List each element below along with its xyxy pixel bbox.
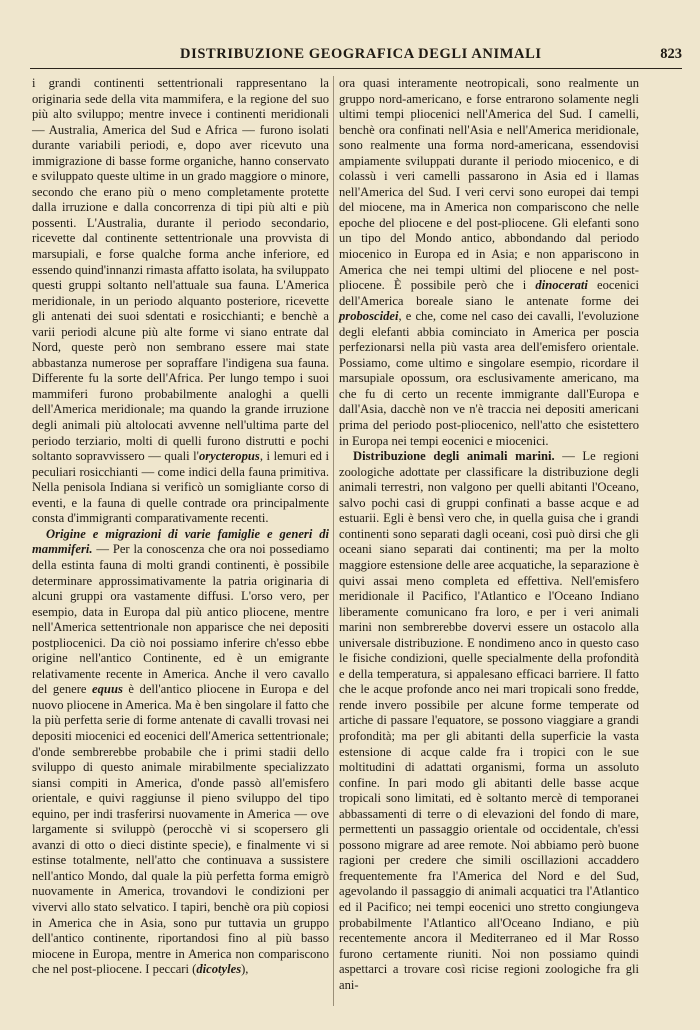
paragraph-mammal-migrations: Origine e migrazioni di varie famiglie e generi di mammiferi. — Per la conoscenza che ora noi possediamo della estinta fauna di molti grandi continenti, è possibile determinare approssimativamente la patria originaria di alcuni gruppi ora vastamente diffusi. L'orso vero, per esempio, data in Europa dal più antico pliocene, mentre nell'America settentrionale non apparisce che nei depositi postpliocenici. Da ciò noi possiamo inferire ch'esso ebbe origine nell'antico Continente, ed è un emigrante relativamente recente in America. Anche il vero cavallo del genere equus è dell'antico pliocene in Europa e del nuovo pliocene in America. Ma è ben singolare il fatto che la più perfetta serie di forme antenate di cavalli trovasi nei depositi miocenici ed eocenici dell'America settentrionale; d'onde sembrerebbe probabile che i primi stadii dello sviluppo di questo animale mirabilmente specializzato siansi compiti in America, d'onde passò all'emisfero orientale, e quivi raggiunse il pieno sviluppo del tipo equino, per indi trasferirsi nuovamente in America — ove largamente si sviluppò (perocchè vi si scopersero gli avanzi di otto o dieci distinte specie), e finalmente vi si estinse totalmente, nell'atto che continuava a sussistere nell'antico Mondo, dal quale la più perfetta forma emigrò nuovamente in America, trovandovi le condizioni per vivervi allo stato selvatico. I tapiri, benchè ora più copiosi in America che in Asia, sono pur tuttavia un gruppo dell'antico continente, riportandosi fino al più basso miocene in Europa, mentre in America non compariscono che nel post-pliocene. I peccari (dicotyles), — [32, 526, 329, 977]
header-rule — [30, 68, 682, 69]
section-heading-marine: Distribuzione degli animali marini. — [353, 449, 555, 464]
paragraph-peccaries-camels: ora quasi interamente neotropicali, sono realmente un gruppo nord-americano, e forse entrarono solamente negli ultimi tempi pliocenici nell'America del Sud. I camelli, benchè ora confinati nell'Asia e nell'America meridionale, sono realmente una forma nord-americana, essendovisi ampiamente sviluppati durante il periodo miocenico, e di colassù i veri camelli passarono in Asia ed i llamas nell'America del Sud. I veri cervi sono europei dai tempi del miocene, ma in America non compariscono che nelle epoche del pliocene e del post-pliocene. Gli elefanti sono un tipo del Mondo antico, abbondando dal periodo miocenico in Europa ed in Asia; e non appariscono in America che nei tempi ultimi del pliocene e nel post-pliocene. È possibile però che i dinocerati eocenici dell'America boreale siano le antenate forme dei proboscidei, e che, come nel caso dei cavalli, l'evoluzione degli elefanti abbia cominciato in America per poscia perfezionarsi nella più vasta area dell'emisfero orientale. Possiamo, come ultimo e singolare esempio, ricordare il marsupiale opossum, ora esclusivamente americano, ma che fu di certo un recente immigrante dall'Europa e dall'Asia, dacchè non ve n'è traccia nei depositi americani prima del periodo post-pliocenico, nell'atto che esistettero in Europa nei tempi eocenici e miocenici. — [339, 76, 639, 448]
term-orycteropus: orycteropus — [198, 449, 260, 464]
left-column — [32, 76, 329, 978]
term-equus: equus — [92, 682, 123, 697]
term-proboscidei: proboscidei — [339, 309, 399, 324]
page-number: 823 — [660, 46, 682, 62]
term-dinocerati: dinocerati — [535, 278, 588, 293]
header-title: DISTRIBUZIONE GEOGRAFICA DEGLI ANIMALI — [180, 46, 542, 62]
running-header — [30, 44, 682, 66]
paragraph-marine-distribution: Distribuzione degli animali marini. — Le regioni zoologiche adottate per classificare la distribuzione degli animali terrestri, non valgono per quelli abitanti l'Oceano, salvo pochi casi di gruppi confinati a basse acque e ad estuarii. Egli è bensì vero che, in quella guisa che i grandi continenti sono separati dagli oceani, così può dirsi che gli oceani siano separati dai continenti; ma per la molto maggiore estensione delle aree acquatiche, la separazione è quivi assai meno completa ed effettiva. Nell'emisfero meridionale il Pacifico, l'Atlantico e l'Oceano Indiano liberamente comunicano fra loro, e per i veri animali marini non sembrerebbe dovervi essere un ostacolo alla universale distribuzione. E nondimeno anco in questo caso le fisiche condizioni, quelle specialmente della profondità e della temperatura, si appalesano efficaci barriere. Il fatto che le acque profonde anco nei mari tropicali sono fredde, rende invero possibile per alcune forme temperate od artiche di passare l'equatore, se possono viaggiare a grandi profondità; ma per gli abitanti della superficie la vasta estensione di acque calde fra i tropici con le sue moltitudini di adattati organismi, forma un assoluto confine. In pari modo gli abitanti delle basse acque tropicali sono limitati, ed è soltanto mercè di temporanei abbassamenti di terre o di elevazioni del fondo di mare, permettenti un passaggio orientale od occidentale, ch'essi possono migrare ad aree remote. Noi abbiamo però buone ragioni per credere che simili oscillazioni accaddero frequentemente fra l'America del Nord e del Sud, agevolando il passaggio di animali acquatici tra l'Atlantico ed il Pacifico; nei tempi eocenici uno stretto congiungeva probabilmente l'Atlantico all'Oceano Indiano, e più recentemente ancora il Mediterraneo ed il Mar Rosso furono certamente riuniti. Noi non possiamo quindi aspettarci a trovare così ricise regioni zoologiche fra gli ani- — [339, 449, 639, 992]
right-column — [339, 76, 639, 993]
section-heading-origins: Origine e migrazioni di varie famiglie e generi di mammiferi. — [32, 526, 329, 557]
column-divider — [333, 76, 334, 1006]
paragraph-continental-origins: i grandi continenti settentrionali rappresentano la originaria sede della vita mammifera, e la regione del suo più alto sviluppo; mentre invece i continenti meridionali — Australia, America del Sud e Africa — furono isolati durante variabili periodi, e, dopo aver ricevuto una immigrazione di basse forme organiche, hanno conservato e sviluppato queste ultime in un grado maggiore o minore, secondo che erano più o meno completamente protette dalla irruzione e dalla concorrenza di tipi più alti e più possenti. L'Australia, durante il periodo secondario, ricevette dal continente settentrionale una provvista di marsupiali, e forse qualche forma anche inferiore, ed essendo quind'innanzi rimasta affatto isolata, ha sviluppato questi gruppi soltanto nell'attuale sua fauna. L'America meridionale, in un periodo alquanto posteriore, ricevette gli antenati dei suoi sdentati e rosicchianti; e benchè a varii periodi alcune più alte forme vi siano entrate dal Nord, queste però non sembrano essere mai state abbastanza numerose per sopraffare l'indigena sua fauna. Differente fu la sorte dell'Africa. Per lungo tempo i suoi mammiferi furono probabilmente analoghi a quelli dell'America meridionale; ma quando la grande irruzione degli animali più altolocati avvenne nell'ultima parte del periodo terziario, molti di quelli furono distrutti e pochi soltanto sopravvissero — quali l'orycteropus, i lemuri ed i peculiari rosicchianti — come indici della fauna primitiva. Nella penisola Indiana si verificò un somigliante corso di eventi, e la fauna di quelle contrade ora principalmente consta d'immigranti comparativamente recenti. — [32, 76, 329, 526]
term-dicotyles: dicotyles — [196, 962, 242, 977]
